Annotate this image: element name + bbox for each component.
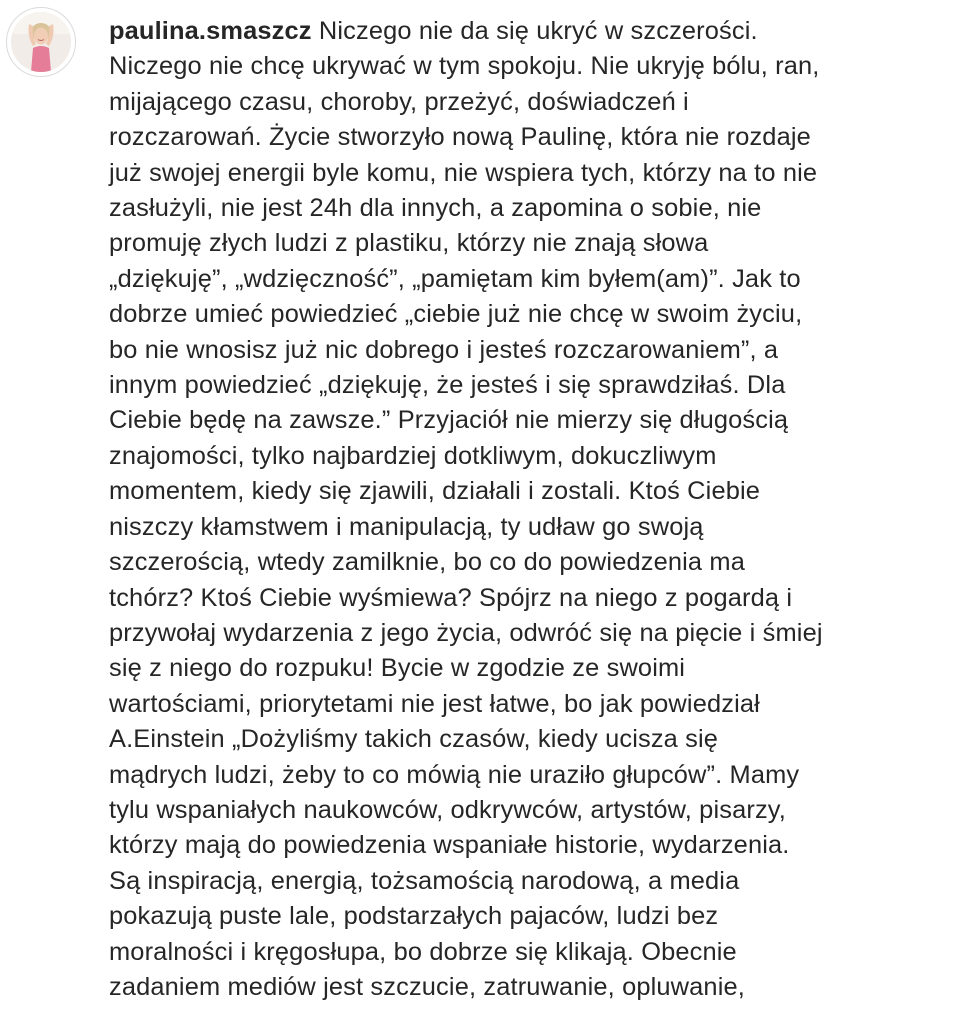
profile-photo-icon: [11, 12, 71, 72]
caption-line: zasłużyli, nie jest 24h dla innych, a zapomina o sobie, nie: [109, 194, 762, 223]
caption-line: Są inspiracją, energią, tożsamością narodową, a media: [109, 866, 740, 895]
caption-line: pokazują puste lale, podstarzałych pajaców, ludzi bez: [109, 902, 719, 931]
caption-line: mądrych ludzi, żeby to co mówią nie uraziło głupców”. Mamy: [109, 760, 800, 789]
caption-line: „dziękuję”, „wdzięczność”, „pamiętam kim byłem(am)”. Jak to: [109, 264, 801, 293]
caption-line: przywołaj wydarzenia z jego życia, odwróć się na pięcie i śmiej: [109, 618, 823, 647]
caption-line: którzy mają do powiedzenia wspaniałe historie, wydarzenia.: [109, 831, 790, 860]
caption-line: wartościami, priorytetami nie jest łatwe, bo jak powiedział: [109, 689, 760, 718]
caption: [109, 14, 927, 1005]
caption-line: niszczy kłamstwem i manipulacją, ty udław go swoją: [109, 512, 704, 541]
caption-line: dobrze umieć powiedzieć „ciebie już nie chcę w swoim życiu,: [109, 300, 803, 329]
caption-line: Niczego nie chcę ukrywać w tym spokoju. Nie ukryję bólu, ran,: [109, 52, 820, 81]
caption-line: tylu wspaniałych naukowców, odkrywców, artystów, pisarzy,: [109, 795, 786, 824]
caption-line: się z niego do rozpuku! Bycie w zgodzie ze swoimi: [109, 654, 686, 683]
caption-line: moralności i kręgosłupa, bo dobrze się klikają. Obecnie: [109, 937, 737, 966]
caption-line: bo nie wnosisz już nic dobrego i jesteś rozczarowaniem”, a: [109, 335, 779, 364]
caption-line: szczerością, wtedy zamilknie, bo co do powiedzenia ma: [109, 548, 745, 577]
caption-line: zadaniem mediów jest szczucie, zatruwanie, opluwanie,: [109, 972, 745, 1001]
username-link[interactable]: paulina.smaszcz: [109, 17, 312, 45]
caption-line: znajomości, tylko najbardziej dotkliwym, dokuczliwym: [109, 441, 717, 470]
avatar[interactable]: [6, 7, 76, 77]
caption-line: A.Einstein „Dożyliśmy takich czasów, kiedy ucisza się: [109, 725, 719, 754]
caption-line: już swojej energii byle komu, nie wspiera tych, którzy na to nie: [109, 158, 818, 187]
caption-line: mijającego czasu, choroby, przeżyć, doświadczeń i: [109, 87, 689, 116]
caption-line: rozczarowań. Życie stworzyło nową Paulinę, która nie rozdaje: [109, 123, 811, 152]
caption-line: innym powiedzieć „dziękuję, że jesteś i się sprawdziłaś. Dla: [109, 371, 786, 400]
caption-line: [109, 14, 927, 49]
caption-line: Ciebie będę na zawsze.” Przyjaciół nie mierzy się długością: [109, 406, 789, 435]
caption-text: Niczego nie da się ukryć w szczerości.: [311, 17, 758, 45]
caption-line: promuję złych ludzi z plastiku, którzy nie znają słowa: [109, 229, 709, 258]
caption-line: momentem, kiedy się zjawili, działali i zostali. Ktoś Ciebie: [109, 477, 761, 506]
caption-line: tchórz? Ktoś Ciebie wyśmiewa? Spójrz na niego z pogardą i: [109, 583, 793, 612]
